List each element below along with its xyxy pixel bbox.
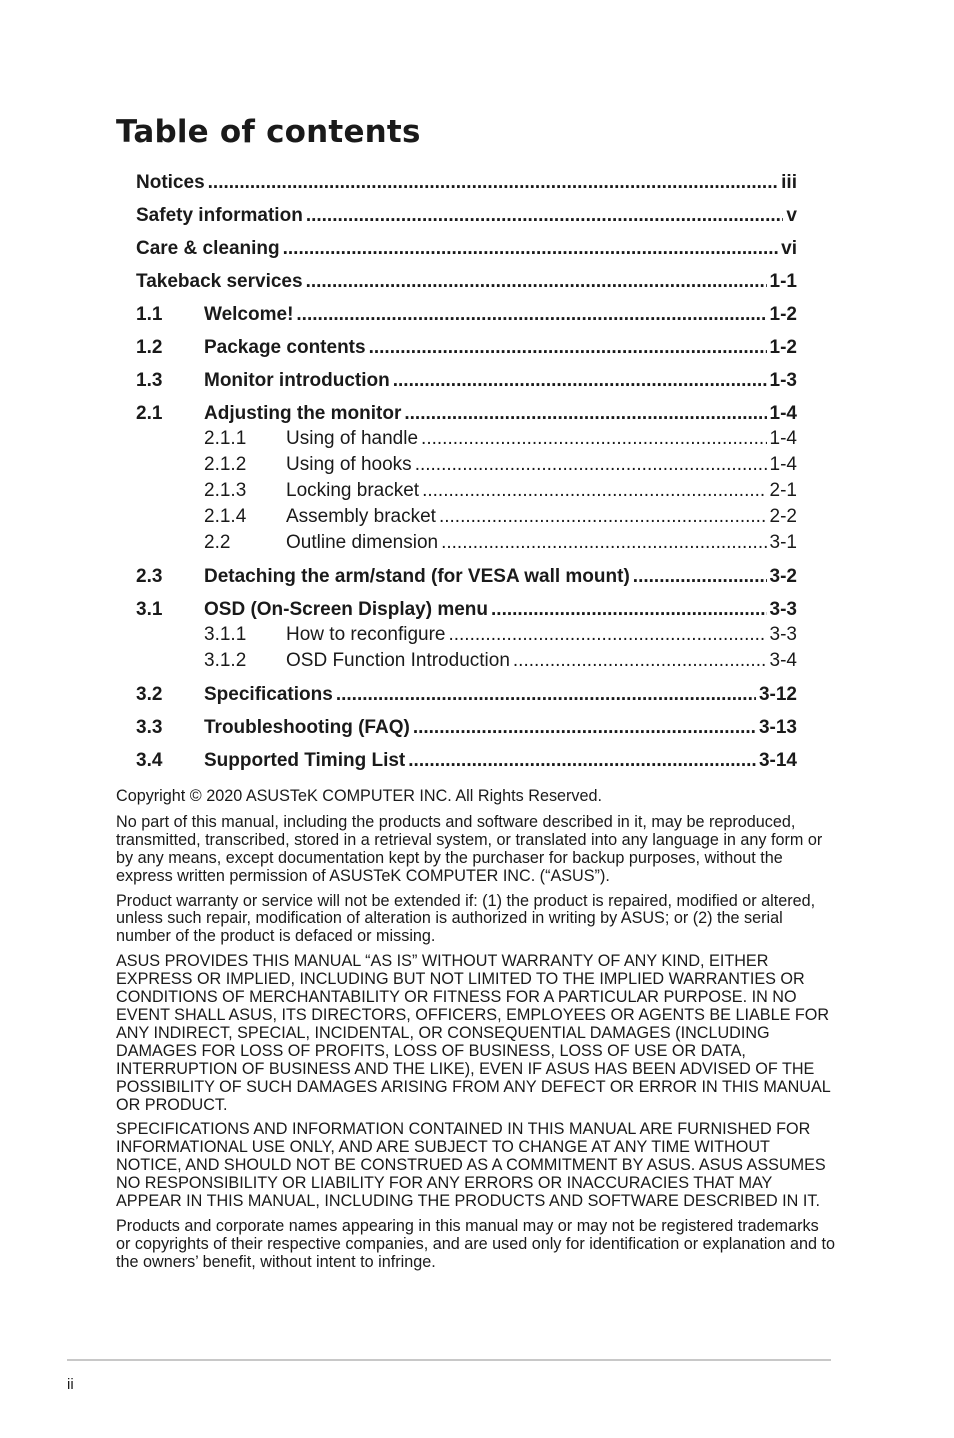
toc-entry-label: Locking bracket (286, 480, 420, 501)
footer-divider (67, 1359, 831, 1361)
dot-leader (421, 426, 766, 452)
toc-entry-page: 1-2 (769, 304, 797, 325)
copyright-notice: Copyright © 2020 ASUSTeK COMPUTER INC. All Rights Reserved. (116, 787, 603, 805)
toc-entry-page: 3-4 (769, 650, 797, 671)
toc-entry-number: 2.2 (204, 532, 231, 553)
dot-leader (306, 265, 767, 298)
dot-leader (336, 678, 756, 711)
toc-entry-3-3[interactable] (136, 711, 797, 744)
legal-paragraph: Products and corporate names appearing in this manual may or may not be registered trademarks or copyrights of their respective companies, and are used only for identification or explanation and to the owners’ benefit, without intent to infringe. (116, 1216, 835, 1271)
toc-entry-1-1[interactable] (136, 298, 797, 331)
dot-leader (393, 364, 767, 397)
toc-entry-page: 3-14 (758, 750, 797, 771)
toc-entry-2-3[interactable] (136, 560, 797, 593)
toc-entry-page: 1-4 (769, 403, 797, 424)
dot-leader (408, 744, 756, 777)
toc-entry-label: How to reconfigure (286, 624, 446, 645)
toc-entry-page: 1-3 (769, 370, 797, 391)
toc-entry-number: 2.1 (136, 403, 163, 424)
toc-entry-label: Notices (136, 172, 205, 193)
toc-subentry-2-1-4[interactable] (136, 504, 797, 530)
toc-subentry-2-2[interactable] (136, 530, 797, 556)
dot-leader (283, 232, 779, 265)
toc-entry-safety-information[interactable] (136, 199, 797, 232)
toc-subentry-2-1-3[interactable] (136, 478, 797, 504)
toc-entry-page: 3-12 (758, 684, 797, 705)
toc-entry-number: 3.2 (136, 684, 163, 705)
toc-entry-page: 1-4 (769, 454, 797, 475)
dot-leader (633, 560, 767, 593)
legal-paragraph: ASUS PROVIDES THIS MANUAL “AS IS” WITHOUT WARRANTY OF ANY KIND, EITHER EXPRESS OR IMPLIED, INCLUDING BUT NOT LIMITED TO THE IMPLIED WARRANTIES OR CONDITIONS OF MERCHANTABILITY OR FITNESS FOR A PARTICULAR PURPOSE. IN NO EVENT SHALL ASUS, ITS DIRECTORS, OFFICERS, EMPLOYEES OR AGENTS BE LIABLE FOR ANY INDIRECT, SPECIAL, INCIDENTAL, OR CONSEQUENTIAL DAMAGES (INCLUDING DAMAGES FOR LOSS OF PROFITS, LOSS OF BUSINESS, LOSS OF USE OR DATA, INTERRUPTION OF BUSINESS AND THE LIKE), EVEN IF ASUS HAS BEEN ADVISED OF THE POSSIBILITY OF SUCH DAMAGES ARISING FROM ANY DEFECT OR ERROR IN THIS MANUAL OR PRODUCT. (116, 952, 831, 1114)
toc-entry-takeback-services[interactable] (136, 265, 797, 298)
toc-entry-label: Using of handle (286, 428, 419, 449)
toc-entry-label: OSD Function Introduction (286, 650, 510, 671)
toc-entry-page: 1-1 (769, 271, 797, 292)
toc-entry-1-3[interactable] (136, 364, 797, 397)
legal-notice (116, 788, 836, 1279)
toc-entry-page: 3-13 (758, 717, 797, 738)
toc-entry-number: 3.1.1 (204, 624, 247, 645)
dot-leader (306, 199, 784, 232)
toc-entry-label: Adjusting the monitor (204, 403, 402, 424)
dot-leader (369, 331, 767, 364)
page-title: Table of contents (116, 114, 421, 150)
dot-leader (441, 530, 766, 556)
toc-entry-label: Outline dimension (286, 532, 439, 553)
dot-leader (415, 452, 767, 478)
toc-entry-label: Safety information (136, 205, 303, 226)
toc-entry-number: 2.1.2 (204, 454, 247, 475)
toc-entry-number: 1.3 (136, 370, 163, 391)
legal-paragraph: No part of this manual, including the products and software described in it, may be reproduced, transmitted, transcribed, stored in a retrieval system, or translated into any language in any form or by any means, except documentation kept by the purchaser for backup purposes, without the express written permission of ASUSTeK COMPUTER INC. (“ASUS”). (116, 812, 823, 885)
toc-entry-label: Welcome! (204, 304, 294, 325)
toc-entry-page: vi (781, 238, 797, 259)
toc-entry-label: Care & cleaning (136, 238, 280, 259)
toc-entry-number: 2.1.1 (204, 428, 247, 449)
toc-entry-label: OSD (On-Screen Display) menu (204, 599, 489, 620)
toc-entry-label: Monitor introduction (204, 370, 390, 391)
toc-entry-number: 2.1.3 (204, 480, 247, 501)
toc-subentry-3-1-1[interactable] (136, 622, 797, 648)
toc-entry-page: 1-4 (769, 428, 797, 449)
dot-leader (439, 504, 767, 530)
toc-subentry-2-1-2[interactable] (136, 452, 797, 478)
toc-entry-page: 3-3 (769, 624, 797, 645)
toc-entry-page: 3-2 (769, 566, 797, 587)
dot-leader (413, 711, 756, 744)
toc-entry-label: Detaching the arm/stand (for VESA wall mount) (204, 566, 630, 587)
toc-entry-page: 3-3 (769, 599, 797, 620)
toc-entry-label: Package contents (204, 337, 366, 358)
toc-entry-number: 2.3 (136, 566, 163, 587)
toc-subentry-2-1-1[interactable] (136, 426, 797, 452)
toc-entry-number: 3.1 (136, 599, 163, 620)
toc-entry-3-2[interactable] (136, 678, 797, 711)
page-number: ii (67, 1376, 74, 1393)
dot-leader (448, 622, 766, 648)
toc-entry-page: iii (781, 172, 797, 193)
dot-leader (208, 166, 779, 199)
dot-leader (422, 478, 766, 504)
toc-entry-1-2[interactable] (136, 331, 797, 364)
toc-entry-page: 1-2 (769, 337, 797, 358)
toc-entry-page: v (786, 205, 797, 226)
toc-entry-3-4[interactable] (136, 744, 797, 777)
toc-entry-label: Supported Timing List (204, 750, 406, 771)
toc-entry-number: 1.2 (136, 337, 163, 358)
toc-entry-label: Specifications (204, 684, 333, 705)
toc-entry-label: Takeback services (136, 271, 303, 292)
toc-entry-page: 2-1 (769, 480, 797, 501)
toc-entry-care-cleaning[interactable] (136, 232, 797, 265)
toc-entry-label: Troubleshooting (FAQ) (204, 717, 410, 738)
toc-entry-notices[interactable] (136, 166, 797, 199)
toc-entry-label: Using of hooks (286, 454, 412, 475)
toc-entry-number: 1.1 (136, 304, 163, 325)
legal-paragraph: Product warranty or service will not be extended if: (1) the product is repaired, modified or altered, unless such repair, modification of alteration is authorized in writing by ASUS; or (2) the serial number of the product is defaced or missing. (116, 891, 816, 946)
toc-entry-label: Assembly bracket (286, 506, 436, 527)
legal-paragraph: SPECIFICATIONS AND INFORMATION CONTAINED IN THIS MANUAL ARE FURNISHED FOR INFORMATIONAL USE ONLY, AND ARE SUBJECT TO CHANGE AT ANY TIME WITHOUT NOTICE, AND SHOULD NOT BE CONSTRUED AS A COMMITMENT BY ASUS. ASUS ASSUMES NO RESPONSIBILITY OR LIABILITY FOR ANY ERRORS OR INACCURACIES THAT MAY APPEAR IN THIS MANUAL, INCLUDING THE PRODUCTS AND SOFTWARE DESCRIBED IN IT. (116, 1120, 826, 1211)
toc-entry-number: 3.1.2 (204, 650, 247, 671)
toc-entry-number: 2.1.4 (204, 506, 247, 527)
toc-entry-number: 3.4 (136, 750, 163, 771)
table-of-contents (136, 166, 797, 777)
dot-leader (296, 298, 766, 331)
toc-entry-page: 3-1 (769, 532, 797, 553)
dot-leader (513, 648, 767, 674)
toc-subentry-3-1-2[interactable] (136, 648, 797, 674)
toc-entry-number: 3.3 (136, 717, 163, 738)
toc-entry-page: 2-2 (769, 506, 797, 527)
